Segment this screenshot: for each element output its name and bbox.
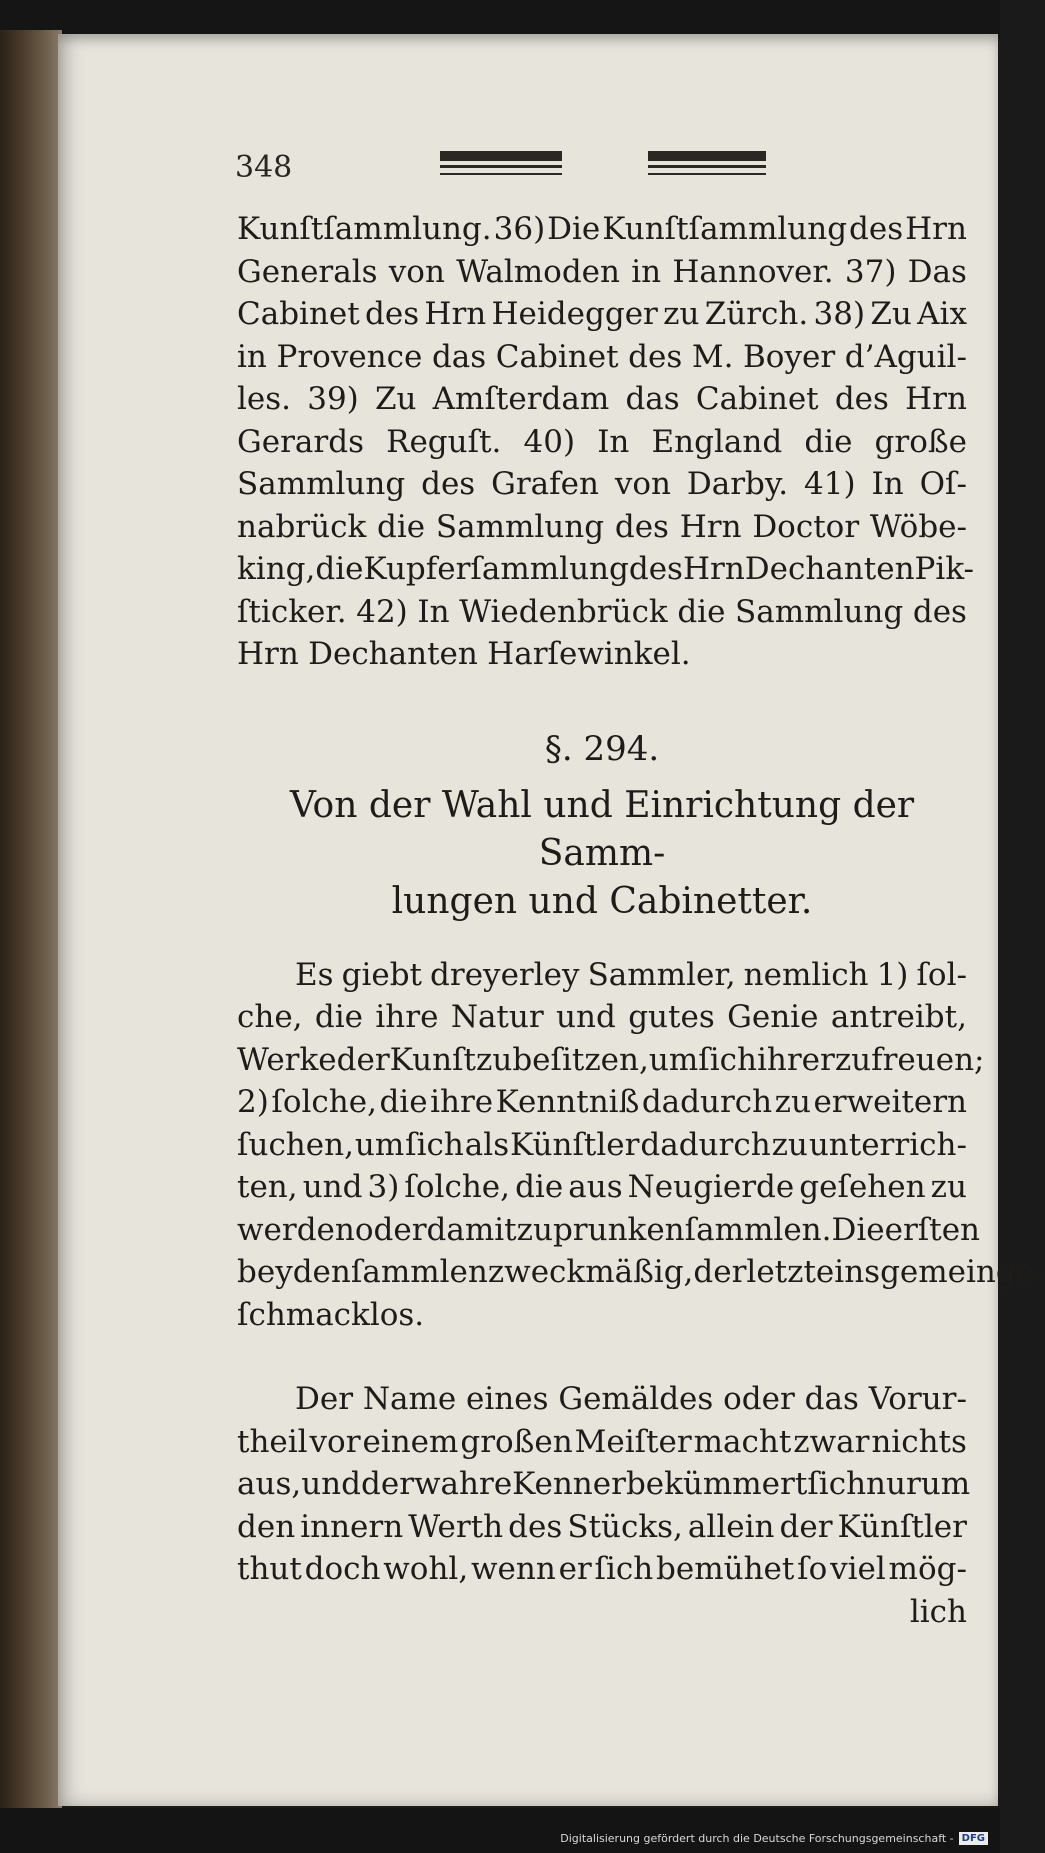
word: 3)	[367, 1169, 400, 1205]
word: des	[628, 551, 683, 587]
word: Zu	[374, 381, 417, 417]
word: ihrer	[756, 1041, 835, 1078]
paragraph-painting-name	[237, 1378, 971, 1633]
word: theil	[237, 1423, 308, 1460]
section-title-line: lungen und Cabinetter.	[391, 880, 813, 922]
word: Heidegger	[491, 296, 658, 332]
word: um	[648, 1041, 699, 1078]
word: zwar	[793, 1423, 870, 1460]
word: und	[301, 1466, 361, 1502]
word: ſol-	[916, 956, 967, 993]
word: unterrich-	[808, 1126, 967, 1163]
word: in	[631, 253, 662, 290]
word: Werth	[408, 1508, 504, 1545]
word: des	[912, 593, 967, 630]
text-line	[237, 1124, 967, 1167]
word: wahre	[414, 1466, 513, 1502]
word: um	[354, 1126, 405, 1163]
word: ſich	[698, 1041, 757, 1078]
word: Cabinet	[237, 296, 360, 332]
word: Hrn	[905, 381, 967, 417]
word: oder	[723, 1381, 795, 1417]
word: die	[515, 1169, 564, 1205]
word: ſich	[807, 1466, 867, 1502]
word: Pik-	[914, 551, 975, 587]
word: Darby.	[686, 466, 789, 502]
credit-text: Digitalisierung gefördert durch die Deutsche Forschungsgemeinschaft -	[560, 1832, 954, 1845]
word: Hrn	[682, 551, 745, 587]
word: Kenntniß	[495, 1084, 640, 1120]
word: ſolche,	[404, 1169, 511, 1205]
word: des	[508, 1508, 563, 1545]
word: Oſ-	[919, 466, 967, 502]
catchword: lich	[909, 1593, 967, 1630]
text-line	[237, 1251, 1045, 1294]
word: Künſtler	[510, 1126, 640, 1163]
word: Gemäldes	[558, 1381, 714, 1417]
word: den	[237, 1508, 296, 1545]
word: Vorur-	[868, 1381, 967, 1417]
word: werden	[237, 1211, 355, 1248]
word: 2)	[237, 1084, 269, 1120]
word: die	[379, 1084, 428, 1120]
text-line	[237, 954, 967, 997]
word: der	[336, 1041, 390, 1078]
word: giebt	[341, 956, 422, 993]
word: zu	[663, 296, 700, 332]
word: ge-	[995, 1254, 1045, 1290]
word: vor	[309, 1423, 361, 1460]
word: beyden	[237, 1254, 351, 1290]
word: dadurch	[641, 1084, 773, 1120]
word: dreyerley	[430, 956, 580, 993]
word: Das	[907, 253, 967, 290]
word: beſitzen,	[512, 1041, 649, 1078]
word: Aix	[917, 296, 967, 332]
word: zu	[771, 1126, 808, 1163]
word: die	[314, 999, 364, 1035]
word: Hannover.	[672, 253, 834, 290]
word: zweckmäßig,	[487, 1254, 694, 1290]
text-line	[237, 463, 967, 506]
word: Reguſt.	[386, 423, 502, 460]
word: Sammlung	[237, 466, 406, 502]
word: der	[693, 1254, 747, 1290]
text-line	[237, 633, 967, 676]
word: Künſtler	[837, 1508, 967, 1545]
word: das	[804, 1381, 859, 1417]
word: Provence	[276, 338, 423, 375]
word: gutes	[628, 999, 715, 1035]
word: des	[614, 508, 669, 545]
word: ſticker.	[237, 593, 347, 630]
word: freuen;	[871, 1041, 985, 1078]
word: Cabinet	[495, 338, 619, 375]
word: prunken	[552, 1211, 685, 1248]
word: der	[779, 1508, 833, 1545]
word: ſich	[594, 1551, 654, 1587]
word: Sammlung	[735, 593, 904, 630]
text-line	[237, 293, 967, 336]
text-line	[237, 1081, 967, 1124]
word: Neugierde	[627, 1169, 795, 1205]
word: Kunſtſammlung.	[237, 211, 492, 247]
text-line	[237, 1166, 967, 1209]
book-spine-edge	[0, 30, 62, 1812]
word: Sammlung	[435, 508, 605, 545]
text-line	[237, 1506, 967, 1549]
word: macht	[693, 1423, 792, 1460]
word: und	[556, 999, 616, 1035]
word: des	[849, 211, 904, 247]
text-line	[237, 251, 967, 294]
word: um	[920, 1466, 971, 1502]
word: aus,	[237, 1466, 302, 1502]
word: In	[417, 593, 450, 630]
word: zu	[834, 1041, 872, 1078]
word: Sammler,	[587, 956, 736, 993]
word: Gerards	[237, 423, 364, 460]
word: Generals	[237, 253, 378, 290]
word: zu	[930, 1169, 967, 1205]
word: nabrück	[237, 508, 367, 545]
word: Doctor	[752, 508, 860, 545]
word: ihre	[430, 1084, 494, 1120]
paragraph-collections-list	[237, 208, 975, 676]
word: In	[597, 423, 630, 460]
word: die	[315, 551, 364, 587]
word: In	[871, 466, 904, 502]
word: Wiedenbrück	[459, 593, 668, 630]
word: Natur	[450, 999, 544, 1035]
text-line	[237, 336, 967, 379]
word: 41)	[804, 466, 856, 502]
word: Kunſt	[389, 1041, 476, 1078]
section-number: §. 294.	[544, 728, 660, 769]
word: ſammlen.	[684, 1211, 832, 1248]
text-line	[237, 1294, 967, 1337]
scan-bottom-border	[0, 1808, 1000, 1853]
word: das	[431, 338, 487, 375]
word: antreibt,	[830, 999, 967, 1035]
word: 1)	[876, 956, 909, 993]
word: zu	[774, 1084, 811, 1120]
word: Amſterdam	[432, 381, 610, 417]
word: große	[874, 423, 967, 460]
word: mög-	[888, 1551, 967, 1587]
word: Hrn	[237, 636, 299, 672]
word: Genie	[727, 999, 819, 1035]
word: Hrn	[424, 296, 487, 332]
word: ten,	[237, 1169, 298, 1205]
word: einem	[362, 1423, 459, 1460]
text-line	[237, 548, 975, 591]
word: Hrn	[905, 211, 967, 247]
word: als	[464, 1126, 510, 1163]
word: d’Aguil-	[844, 338, 967, 375]
word: Boyer	[743, 338, 836, 375]
word: des	[365, 296, 420, 332]
catchword-line	[237, 1591, 967, 1634]
word: aus	[568, 1169, 623, 1205]
word: letzte	[746, 1254, 835, 1290]
page-text	[237, 208, 1045, 1633]
header-ornament	[438, 147, 768, 181]
word: Die	[547, 211, 601, 247]
text-line	[237, 1548, 967, 1591]
word: Cabinet	[695, 381, 819, 417]
word: Hrn	[679, 508, 742, 545]
word: des	[421, 466, 476, 502]
word: ſo	[797, 1551, 828, 1587]
word: er	[558, 1551, 592, 1587]
word: nur	[866, 1466, 921, 1502]
word: Meiſter	[574, 1423, 692, 1460]
text-line	[237, 1209, 981, 1252]
word: Werke	[237, 1041, 337, 1078]
word: les.	[237, 381, 292, 417]
word: die	[377, 508, 426, 545]
word: geſehen	[799, 1169, 926, 1205]
word: des	[628, 338, 683, 375]
word: der	[361, 1466, 415, 1502]
word: bekümmert	[625, 1466, 808, 1502]
word: eines	[466, 1381, 549, 1417]
word: nichts	[871, 1423, 967, 1460]
word: Dechanten	[308, 636, 478, 672]
word: dadurch	[640, 1126, 771, 1163]
section-title-line: Von der Wahl und Einrichtung der Samm-	[289, 784, 915, 874]
word: großen	[460, 1423, 573, 1460]
word: Harſewinkel.	[487, 636, 691, 672]
page-number: 348	[235, 150, 293, 185]
word: bemühet	[656, 1551, 795, 1587]
word: thut	[237, 1551, 302, 1587]
word: zu	[516, 1211, 553, 1248]
word: Stücks,	[567, 1508, 683, 1545]
word: 40)	[523, 423, 576, 460]
word: Zu	[870, 296, 912, 332]
word: ſuchen,	[237, 1126, 354, 1163]
word: Wöbe-	[869, 508, 967, 545]
word: Dechanten	[744, 551, 915, 587]
text-line	[237, 1378, 967, 1421]
word: ſich	[405, 1126, 464, 1163]
word: nemlich	[743, 956, 869, 993]
word: Kenner	[512, 1466, 626, 1502]
word: 36)	[493, 211, 546, 247]
word: viel	[830, 1551, 886, 1587]
text-line	[237, 1463, 971, 1506]
word: von	[614, 466, 671, 502]
scan-top-border	[0, 0, 1000, 38]
word: zu	[476, 1041, 513, 1078]
word: erweitern	[813, 1084, 967, 1120]
paragraph-collector-types	[237, 954, 1045, 1337]
word: ſchmacklos.	[237, 1296, 425, 1333]
word: Es	[295, 956, 334, 993]
word: Die	[831, 1211, 885, 1248]
word: insgemein	[834, 1254, 996, 1290]
word: das	[625, 381, 680, 417]
word: allein	[687, 1508, 775, 1545]
word: ſolche,	[271, 1084, 377, 1120]
digitization-credit	[560, 1832, 988, 1845]
word: Name	[362, 1381, 457, 1417]
word: ihre	[375, 999, 439, 1035]
word: damit	[426, 1211, 517, 1248]
word: 39)	[307, 381, 359, 417]
text-line	[237, 1421, 967, 1464]
word: M.	[691, 338, 734, 375]
dfg-logo: DFG	[959, 1832, 988, 1845]
word: Walmoden	[456, 253, 620, 290]
word: die	[677, 593, 726, 630]
word: Grafen	[491, 466, 599, 502]
word: England	[651, 423, 783, 460]
word: 37)	[844, 253, 897, 290]
text-line	[237, 378, 967, 421]
word: Kunſtſammlung	[602, 211, 848, 247]
word: wohl,	[383, 1551, 469, 1587]
word: 42)	[356, 593, 408, 630]
text-line	[237, 506, 967, 549]
word: des	[834, 381, 889, 417]
word: ſammlen	[350, 1254, 488, 1290]
word: oder	[354, 1211, 427, 1248]
word: die	[804, 423, 853, 460]
text-line	[237, 1039, 985, 1082]
text-line	[237, 591, 967, 634]
text-line	[237, 996, 967, 1039]
text-line	[237, 208, 967, 251]
word: king,	[237, 551, 316, 587]
section-title	[237, 782, 967, 926]
word: wenn	[470, 1551, 556, 1587]
word: innern	[300, 1508, 404, 1545]
word: 38)	[813, 296, 866, 332]
word: Zürch.	[704, 296, 809, 332]
word: in	[237, 338, 267, 375]
word: von	[388, 253, 445, 290]
word: und	[302, 1169, 363, 1205]
word: Der	[295, 1381, 354, 1417]
word: che,	[237, 999, 303, 1035]
word: doch	[304, 1551, 381, 1587]
word: Kupferſammlung	[363, 551, 629, 587]
word: erſten	[884, 1211, 981, 1248]
text-line	[237, 421, 967, 464]
